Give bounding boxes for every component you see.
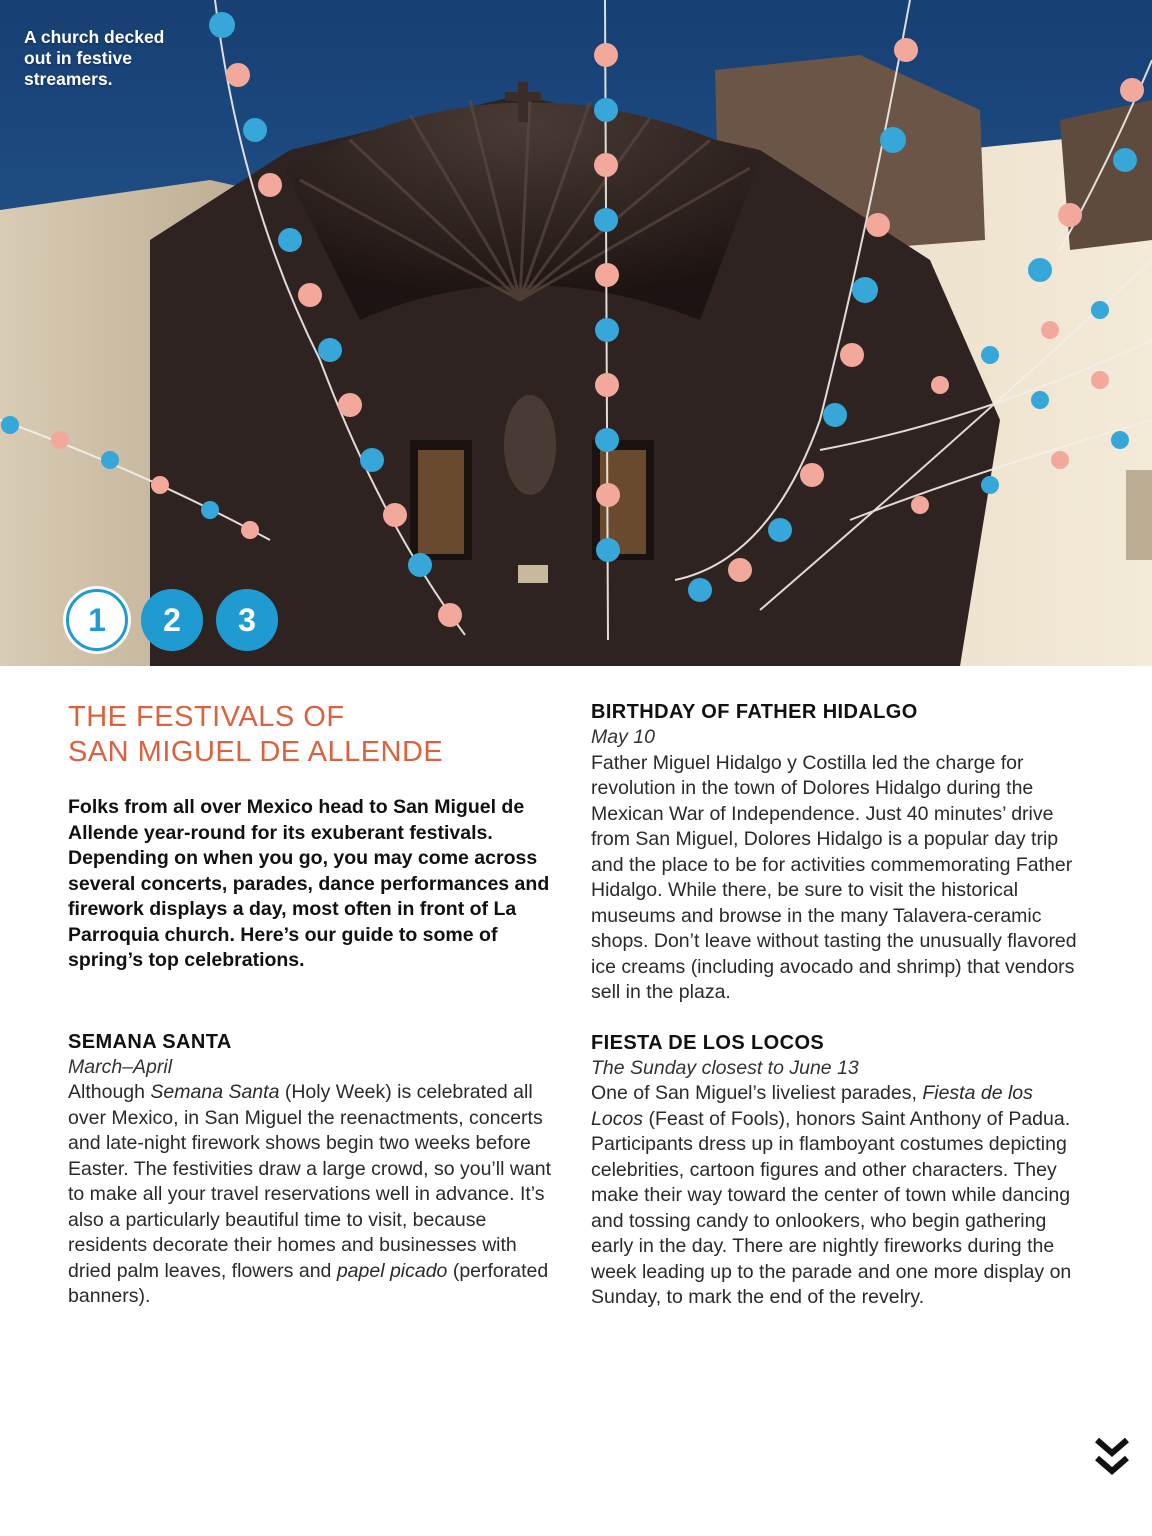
title-line-2: SAN MIGUEL DE ALLENDE [68,736,444,768]
title-line-1: THE FESTIVALS OF [68,701,345,733]
section-body: Although Semana Santa (Holy Week) is celebrated all over Mexico, in San Miguel the reenactments, concerts and late-night firework shows begin two weeks before Easter. The festivities draw a large crowd, so you’ll want to make all your travel reservations well in advance. It’s also a particularly beautiful time to visit, because residents decorate their homes and businesses with dried palm leaves, flowers and papel picado (perforated banners). [68,1081,552,1307]
page-indicator [66,589,278,651]
section-body: Father Miguel Hidalgo y Costilla led the charge for revolution in the town of Dolores Hidalgo during the Mexican War of Independence. Just 40 minutes’ drive from San Miguel, Dolores Hidalgo is a popular day trip and the place to be for activities commemorating Father Hidalgo. While there, be sure to visit the historical museums and browse in the many Talavera-ceramic shops. Don’t leave without tasting the unusually flavored ice creams (including avocado and shrimp) that vendors sell in the plaza. [591,751,1077,1003]
right-column [591,700,1086,1311]
section-heading: BIRTHDAY OF FATHER HIDALGO [591,701,918,723]
page-2-button[interactable]: 2 [141,589,203,651]
section-heading: FIESTA DE LOS LOCOS [591,1031,825,1054]
section-heading: SEMANA SANTA [68,1030,232,1053]
page-3-button[interactable]: 3 [216,589,278,651]
church-streamers-photo [0,0,1152,666]
section-date: May 10 [591,726,655,748]
section-fiesta-locos [591,1031,1086,1311]
section-semana-santa [68,1030,558,1310]
article-title [68,700,558,770]
left-column [68,700,558,1310]
section-body: One of San Miguel’s liveliest parades, Fiesta de los Locos (Feast of Fools), honors Saint Anthony of Padua. Participants dress up in flamboyant costumes depicting celebrities, cartoon figures and other characters. They make their way toward the center of town while dancing and tossing candy to onlookers, who begin gathering early in the day. There are nightly fireworks during the week leading up to the parade and one more display on Sunday, to mark the end of the revelry. [591,1082,1072,1308]
page-1-button[interactable]: 1 [66,589,128,651]
article-intro: Folks from all over Mexico head to San Miguel de Allende year-round for its exuberant festivals. Depending on when you go, you may come across several concerts, parades, dance performances and firework displays a day, most often in front of La Parroquia church. Here’s our guide to some of spring’s top celebrations. [68,796,550,971]
hero-photo [0,0,1152,666]
section-birthday-hidalgo [591,700,1086,1006]
section-date: The Sunday closest to June 13 [591,1056,859,1079]
double-chevron-down-icon[interactable] [1094,1436,1130,1478]
section-date: March–April [68,1055,173,1078]
photo-caption: A church decked out in festive streamers. [24,27,165,89]
